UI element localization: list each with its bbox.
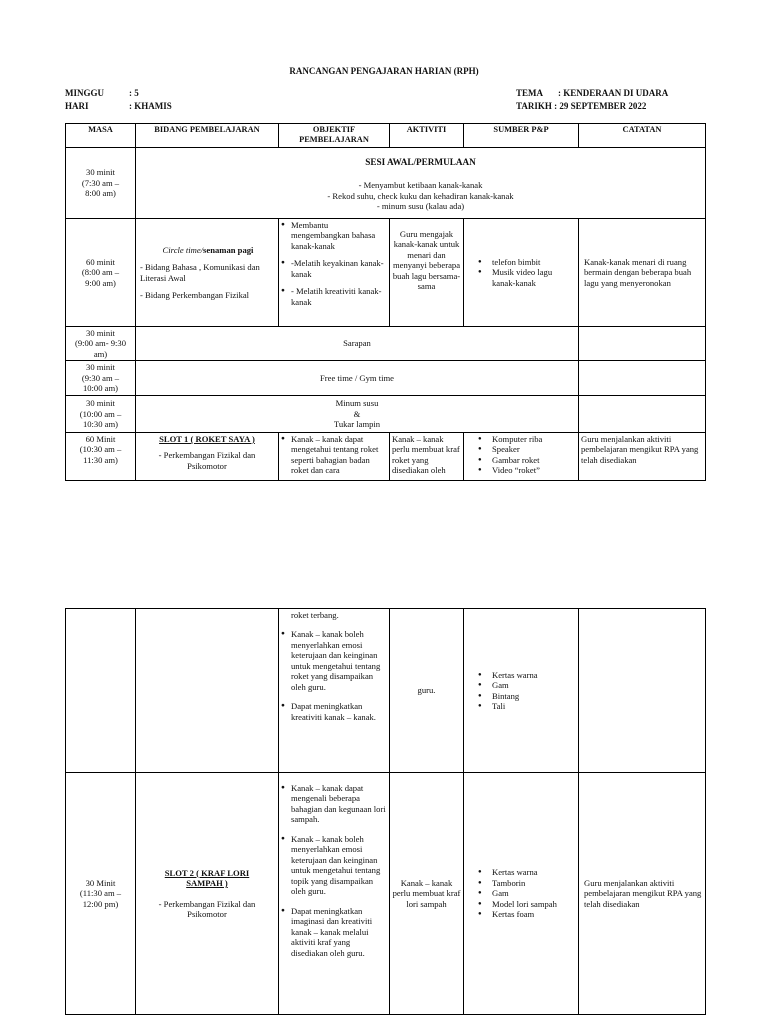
meta-hari bbox=[65, 101, 172, 112]
list-item: ● - Melatih kreativiti kanak-kanak bbox=[291, 286, 387, 307]
document-title: RANCANGAN PENGAJARAN HARIAN (RPH) bbox=[289, 66, 479, 76]
sesi-awal-heading: SESI AWAL/PERMULAAN bbox=[365, 157, 476, 167]
masa-line: 60 Minit bbox=[85, 433, 116, 444]
masa-line: 12:00 pm) bbox=[82, 898, 119, 909]
bidang-cell bbox=[136, 219, 279, 327]
list-item: ● Kanak – kanak boleh menyerlahkan emosi keterujaan dan keinginan untuk mengetahui tentang topik yang disampaikan oleh guru. bbox=[291, 834, 387, 897]
sumber-cell bbox=[464, 773, 579, 1015]
masa-cell bbox=[66, 432, 136, 480]
objektif-list bbox=[281, 783, 387, 958]
list-item: ● Gam bbox=[492, 680, 576, 690]
objektif-cell bbox=[279, 773, 390, 1015]
list-item: ● Komputer riba bbox=[492, 434, 576, 444]
masa-cell bbox=[66, 327, 136, 361]
masa-line: 30 minit bbox=[86, 167, 115, 178]
table-row bbox=[66, 327, 706, 361]
hari-value: : KHAMIS bbox=[129, 101, 172, 111]
masa-line: 10:00 am) bbox=[82, 383, 119, 394]
sarapan-cell: Sarapan bbox=[136, 327, 579, 361]
minum-susu-line: Tukar lampin bbox=[333, 419, 381, 430]
masa-line: 60 minit bbox=[86, 256, 115, 267]
sumber-cell bbox=[464, 609, 579, 773]
hari-label: HARI bbox=[65, 101, 89, 111]
minum-susu-cell bbox=[136, 395, 579, 432]
sumber-cell bbox=[464, 432, 579, 480]
slot-title: SLOT 1 ( ROKET SAYA ) bbox=[159, 433, 255, 444]
masa-line: 30 minit bbox=[86, 328, 115, 338]
header-bidang: BIDANG PEMBELAJARAN bbox=[136, 124, 279, 148]
tema-value: : KENDERAAN DI UDARA bbox=[558, 88, 669, 98]
list-item: ● Musik video lagu kanak-kanak bbox=[492, 267, 576, 288]
masa-line: 11:30 am) bbox=[83, 454, 118, 465]
catatan-cell: Guru menjalankan aktiviti pembelajaran mengikut RPA yang telah disediakan bbox=[579, 432, 706, 480]
masa-line: 30 minit bbox=[86, 362, 115, 373]
masa-cell bbox=[66, 148, 136, 219]
catatan-cell bbox=[579, 361, 706, 395]
meta-tema bbox=[516, 88, 668, 99]
masa-line: (7:30 am – bbox=[81, 177, 120, 188]
list-item: ● Kertas foam bbox=[492, 909, 576, 919]
free-time-cell: Free time / Gym time bbox=[136, 361, 579, 395]
masa-cell bbox=[66, 219, 136, 327]
tarikh-value: : 29 SEPTEMBER 2022 bbox=[554, 101, 647, 111]
masa-cell bbox=[66, 361, 136, 395]
list-item: ● Video “roket” bbox=[492, 465, 576, 475]
sumber-cell bbox=[464, 219, 579, 327]
masa-line: (8:00 am – bbox=[81, 267, 120, 278]
aktiviti-cell: Kanak – kanak perlu membuat kraf roket yang disediakan oleh bbox=[390, 432, 464, 480]
bidang-line: - Bidang Perkembangan Fizikal bbox=[140, 289, 250, 300]
objektif-list bbox=[281, 220, 387, 307]
masa-line: (9:00 am- 9:30 bbox=[74, 338, 127, 349]
objektif-cell bbox=[279, 609, 390, 773]
table-row bbox=[66, 773, 706, 1015]
masa-line: 10:30 am) bbox=[82, 419, 119, 430]
table-row bbox=[66, 432, 706, 480]
masa-line: (11:30 am – bbox=[79, 888, 122, 899]
table-row bbox=[66, 148, 706, 219]
bidang-line: - Perkembangan Fizikal dan Psikomotor bbox=[158, 898, 256, 919]
meta-minggu bbox=[65, 88, 139, 99]
bidang-line: - Perkembangan Fizikal dan Psikomotor bbox=[158, 450, 256, 471]
minum-susu-line: & bbox=[353, 408, 361, 419]
list-item: ● Dapat meningkatkan imaginasi dan kreativiti kanak – kanak melalui aktiviti kraf yang disediakan oleh guru. bbox=[291, 906, 387, 958]
masa-cell bbox=[66, 395, 136, 432]
slot-title: SLOT 2 ( KRAF LORI SAMPAH ) bbox=[164, 867, 250, 889]
list-item: ● Kanak – kanak dapat mengenali beberapa bahagian dan kegunaan lori sampah. bbox=[291, 783, 387, 825]
list-item: ● Gambar roket bbox=[492, 455, 576, 465]
table-row bbox=[66, 609, 706, 773]
masa-cell bbox=[66, 773, 136, 1015]
minum-susu-line: Minum susu bbox=[335, 398, 379, 409]
masa-line: am) bbox=[93, 348, 108, 359]
bidang-cell bbox=[136, 609, 279, 773]
objektif-cell bbox=[279, 432, 390, 480]
sumber-list bbox=[466, 434, 576, 476]
catatan-cell: Guru menjalankan aktiviti pembelajaran mengikut RPA yang telah disediakan bbox=[579, 773, 706, 1015]
circle-time-italic: Circle time/ bbox=[162, 244, 204, 255]
sumber-list bbox=[466, 670, 576, 712]
masa-cell bbox=[66, 609, 136, 773]
aktiviti-cell: Kanak – kanak perlu membuat kraf lori sampah bbox=[390, 773, 464, 1015]
sesi-awal-cell bbox=[136, 148, 706, 219]
circle-time-bold: senaman pagi bbox=[203, 244, 254, 255]
masa-line: (10:00 am – bbox=[79, 408, 122, 419]
catatan-cell bbox=[579, 395, 706, 432]
list-item: ● -Melatih keyakinan kanak-kanak bbox=[291, 258, 387, 279]
rph-table-page1 bbox=[65, 123, 706, 481]
catatan-cell bbox=[579, 327, 706, 361]
circle-time-label bbox=[140, 245, 276, 255]
table-row bbox=[66, 361, 706, 395]
bidang-line: - Bidang Bahasa , Komunikasi dan Literasi Awal bbox=[140, 262, 260, 283]
sesi-awal-line: - Rekod suhu, check kuku dan kehadiran kanak-kanak bbox=[327, 190, 514, 201]
list-item: ● Dapat meningkatkan kreativiti kanak – kanak. bbox=[291, 701, 387, 722]
tarikh-label: TARIKH bbox=[516, 101, 552, 111]
masa-line: 30 Minit bbox=[85, 877, 116, 888]
masa-line: 30 minit bbox=[86, 398, 115, 409]
header-catatan: CATATAN bbox=[579, 124, 706, 148]
list-item: ● telefon bimbit bbox=[492, 257, 576, 267]
header-masa: MASA bbox=[66, 124, 136, 148]
header-objektif: OBJEKTIF PEMBELAJARAN bbox=[279, 124, 390, 148]
header-sumber: SUMBER P&P bbox=[464, 124, 579, 148]
table-row bbox=[66, 219, 706, 327]
sesi-awal-line: - minum susu (kalau ada) bbox=[376, 201, 465, 212]
list-item: ● Kanak – kanak boleh menyerlahkan emosi keterujaan dan keinginan untuk mengetahui tentang roket yang disampaikan oleh guru. bbox=[291, 629, 387, 692]
minggu-label: MINGGU bbox=[65, 88, 104, 98]
list-item: ● Kanak – kanak dapat mengetahui tentang roket seperti bahagian badan roket dan cara bbox=[291, 434, 387, 476]
aktiviti-cell: Guru mengajak kanak-kanak untuk menari dan menyanyi beberapa buah lagu bersama-sama bbox=[390, 219, 464, 327]
header-aktiviti: AKTIVITI bbox=[390, 124, 464, 148]
objektif-cell bbox=[279, 219, 390, 327]
masa-line: (9:30 am – bbox=[81, 372, 120, 383]
list-item: ● Gam bbox=[492, 888, 576, 898]
objektif-list bbox=[281, 434, 387, 476]
aktiviti-cell: guru. bbox=[390, 609, 464, 773]
header-row bbox=[66, 124, 706, 148]
list-item: ● Model lori sampah bbox=[492, 899, 576, 909]
minggu-value: : 5 bbox=[129, 88, 139, 98]
list-item: ● Tali bbox=[492, 701, 576, 711]
masa-line: (10:30 am – bbox=[79, 444, 122, 455]
sumber-list bbox=[466, 867, 576, 919]
objektif-list bbox=[281, 629, 387, 722]
rph-table-page2 bbox=[65, 608, 706, 1015]
list-item: ● Membantu mengembangkan bahasa kanak-kanak bbox=[291, 220, 387, 251]
sumber-list bbox=[466, 257, 576, 288]
bidang-cell bbox=[136, 773, 279, 1015]
list-item: ● Tamborin bbox=[492, 878, 576, 888]
sesi-awal-line: - Menyambut ketibaan kanak-kanak bbox=[358, 180, 483, 191]
objektif-continuation: roket terbang. bbox=[291, 610, 339, 620]
bidang-cell bbox=[136, 432, 279, 480]
catatan-cell: Kanak-kanak menari di ruang bermain dengan beberapa buah lagu yang menyeronokan bbox=[579, 219, 706, 327]
masa-line: 9:00 am) bbox=[85, 277, 116, 288]
list-item: ● Bintang bbox=[492, 691, 576, 701]
meta-tarikh bbox=[516, 101, 646, 112]
tema-label: TEMA bbox=[516, 88, 543, 98]
catatan-cell bbox=[579, 609, 706, 773]
list-item: ● Speaker bbox=[492, 444, 576, 454]
masa-line: 8:00 am) bbox=[85, 188, 116, 199]
list-item: ● Kertas warna bbox=[492, 867, 576, 877]
list-item: ● Kertas warna bbox=[492, 670, 576, 680]
table-row bbox=[66, 395, 706, 432]
